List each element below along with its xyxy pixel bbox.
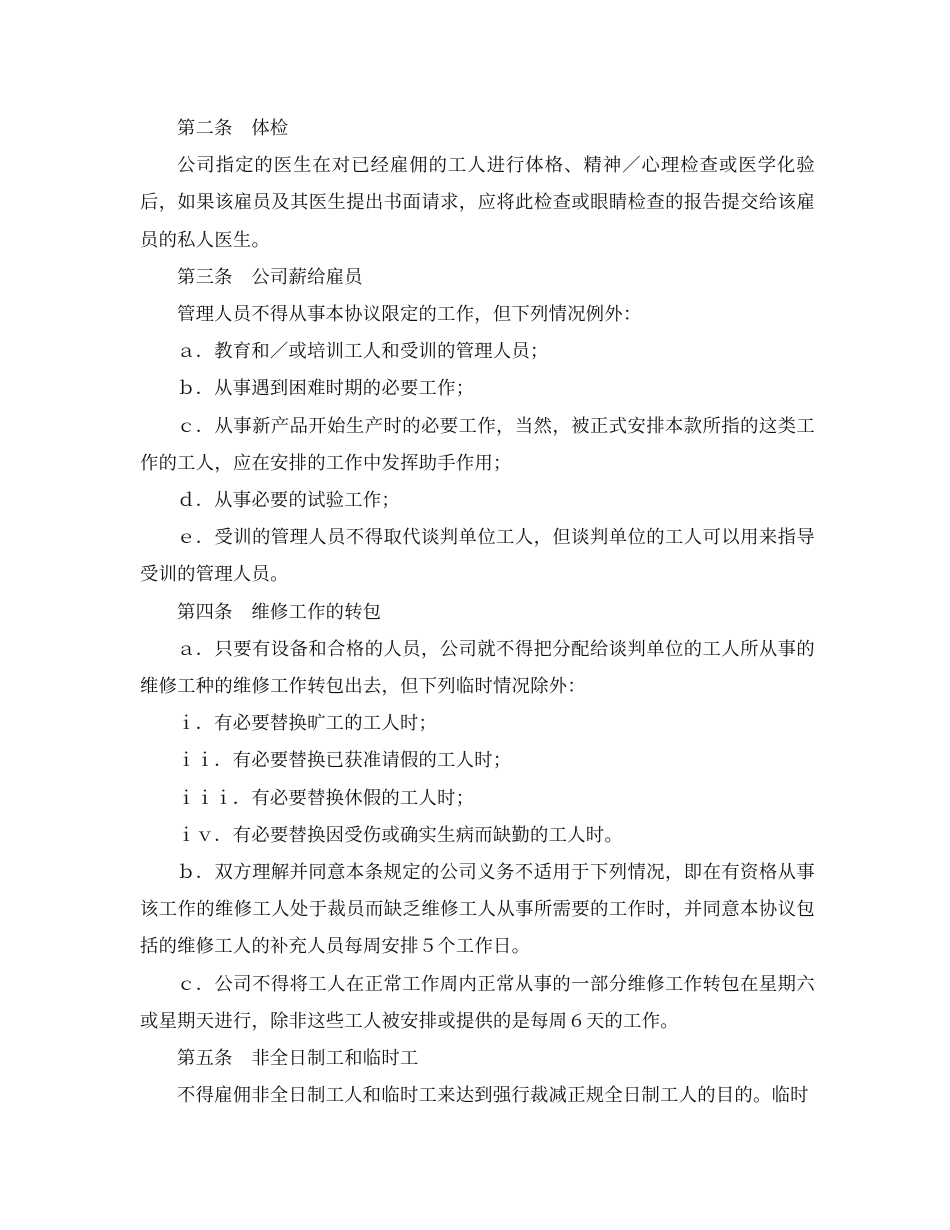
article-5-body: 不得雇佣非全日制工人和临时工来达到强行裁减正规全日制工人的目的。临时 — [177, 1085, 809, 1107]
article-4-subitem-iii: ｉｉｉ．有必要替换休假的工人时； — [177, 787, 475, 809]
article-4-item-c: ｃ．公司不得将工人在正常工作周内正常从事的一部分维修工作转包在星期六或星期天进行，除非这些工人被安排或提供的是每周６天的工作。 — [140, 973, 815, 1032]
article-5-heading: 第五条 非全日制工和临时工 — [177, 1048, 419, 1070]
article-3-item-a: ａ．教育和／或培训工人和受训的管理人员； — [177, 341, 549, 363]
article-4-subitem-iv: ｉｖ．有必要替换因受伤或确实生病而缺勤的工人时。 — [177, 824, 623, 846]
article-4-heading: 第四条 维修工作的转包 — [177, 601, 382, 623]
article-4-item-a: ａ．只要有设备和合格的人员，公司就不得把分配给谈判单位的工人所从事的维修工种的维修工作转包出去，但下列临时情况除外： — [140, 638, 815, 698]
article-3-heading: 第三条 公司薪给雇员 — [177, 266, 363, 288]
document-page — [140, 110, 815, 1114]
article-2-body: 公司指定的医生在对已经雇佣的工人进行体格、精神／心理检查或医学化验后，如果该雇员及其医生提出书面请求，应将此检查或眼睛检查的报告提交给该雇员的私人医生。 — [140, 155, 815, 251]
article-4-item-b: ｂ．双方理解并同意本条规定的公司义务不适用于下列情况，即在有资格从事该工作的维修工人处于裁员而缺乏维修工人从事所需要的工作时，并同意本协议包括的维修工人的补充人员每周安排５个工作日。 — [140, 862, 815, 958]
article-3-item-b: ｂ．从事遇到困难时期的必要工作； — [177, 378, 475, 400]
article-3-intro: 管理人员不得从事本协议限定的工作，但下列情况例外： — [177, 304, 642, 326]
article-2-heading: 第二条 体检 — [177, 118, 289, 139]
article-3-item-e: ｅ．受训的管理人员不得取代谈判单位工人，但谈判单位的工人可以用来指导受训的管理人员。 — [140, 527, 815, 586]
article-4-subitem-ii: ｉｉ．有必要替换已获准请假的工人时； — [177, 750, 512, 772]
article-3-item-d: ｄ．从事必要的试验工作； — [177, 490, 400, 512]
article-3-item-c: ｃ．从事新产品开始生产时的必要工作，当然，被正式安排本款所指的这类工作的工人，应在安排的工作中发挥助手作用； — [140, 415, 815, 474]
article-4-subitem-i: ｉ．有必要替换旷工的工人时； — [177, 713, 438, 735]
